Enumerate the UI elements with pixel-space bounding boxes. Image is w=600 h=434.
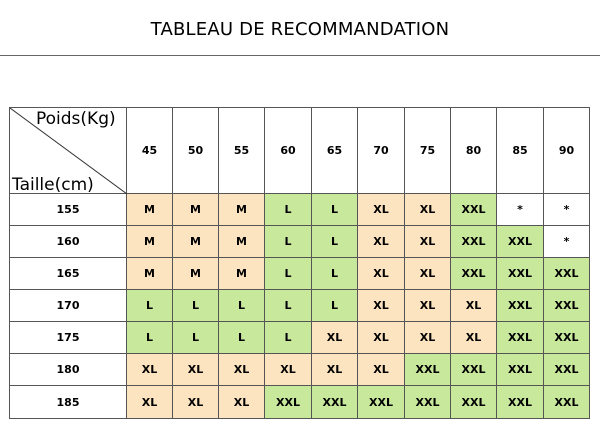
size-cell: XL: [358, 194, 405, 226]
size-cell: L: [127, 290, 173, 322]
height-row-label: 180: [10, 354, 127, 386]
size-cell: XL: [358, 290, 405, 322]
table-row: [10, 322, 590, 354]
size-cell: XXL: [497, 290, 544, 322]
size-cell: M: [219, 258, 265, 290]
size-cell: *: [497, 194, 544, 226]
size-cell: XXL: [544, 290, 590, 322]
table-row: [10, 226, 590, 258]
height-row-label: 155: [10, 194, 127, 226]
table-row: [10, 194, 590, 226]
size-cell: XL: [173, 386, 219, 419]
size-cell: XL: [358, 322, 405, 354]
size-cell: XXL: [497, 322, 544, 354]
size-cell: XL: [312, 322, 358, 354]
size-cell: XL: [358, 258, 405, 290]
size-cell: L: [265, 194, 312, 226]
size-cell: M: [127, 226, 173, 258]
size-cell: M: [127, 258, 173, 290]
size-cell: XXL: [544, 322, 590, 354]
weight-header-cell: 50: [173, 108, 219, 194]
size-cell: XL: [358, 226, 405, 258]
height-row-label: 165: [10, 258, 127, 290]
size-cell: XL: [127, 354, 173, 386]
size-cell: XL: [358, 354, 405, 386]
size-cell: XXL: [497, 226, 544, 258]
table-row: [10, 290, 590, 322]
size-cell: L: [219, 290, 265, 322]
table-row: [10, 386, 590, 419]
size-cell: L: [312, 194, 358, 226]
weight-header-cell: 85: [497, 108, 544, 194]
size-cell: L: [173, 322, 219, 354]
height-row-label: 160: [10, 226, 127, 258]
size-cell: XXL: [497, 258, 544, 290]
size-cell: XL: [219, 354, 265, 386]
size-cell: XXL: [544, 386, 590, 419]
size-chart-table: [9, 107, 590, 419]
table-row: [10, 354, 590, 386]
weight-header-cell: 45: [127, 108, 173, 194]
size-cell: L: [219, 322, 265, 354]
size-cell: XXL: [405, 386, 451, 419]
size-cell: XL: [451, 322, 497, 354]
size-cell: XL: [405, 226, 451, 258]
weight-header-cell: 70: [358, 108, 405, 194]
weight-header-cell: 75: [405, 108, 451, 194]
size-cell: XL: [405, 258, 451, 290]
weight-header-cell: 90: [544, 108, 590, 194]
size-cell: M: [173, 226, 219, 258]
size-cell: XXL: [451, 194, 497, 226]
size-cell: L: [265, 290, 312, 322]
table-row: [10, 258, 590, 290]
height-row-label: 185: [10, 386, 127, 419]
height-row-label: 170: [10, 290, 127, 322]
size-cell: XL: [173, 354, 219, 386]
size-cell: XXL: [497, 354, 544, 386]
size-cell: *: [544, 226, 590, 258]
size-cell: L: [173, 290, 219, 322]
size-cell: XXL: [497, 386, 544, 419]
size-cell: XXL: [312, 386, 358, 419]
size-cell: XL: [405, 322, 451, 354]
size-cell: L: [312, 290, 358, 322]
size-cell: XXL: [544, 258, 590, 290]
size-cell: XL: [127, 386, 173, 419]
size-cell: L: [265, 226, 312, 258]
size-cell: M: [219, 226, 265, 258]
size-cell: M: [173, 194, 219, 226]
size-cell: XXL: [451, 226, 497, 258]
size-cell: *: [544, 194, 590, 226]
weight-header-cell: 80: [451, 108, 497, 194]
size-cell: XXL: [451, 386, 497, 419]
height-row-label: 175: [10, 322, 127, 354]
size-cell: L: [127, 322, 173, 354]
size-cell: XXL: [451, 354, 497, 386]
size-cell: L: [265, 322, 312, 354]
weight-header-cell: 65: [312, 108, 358, 194]
size-cell: XXL: [358, 386, 405, 419]
height-axis-label: Taille(cm): [12, 175, 94, 195]
weight-header-cell: 60: [265, 108, 312, 194]
size-cell: XL: [451, 290, 497, 322]
size-cell: M: [173, 258, 219, 290]
size-cell: M: [127, 194, 173, 226]
page-title: TABLEAU DE RECOMMANDATION: [150, 19, 450, 40]
size-cell: XXL: [405, 354, 451, 386]
title-divider: [0, 55, 600, 56]
header-row: [10, 108, 590, 194]
size-cell: XL: [219, 386, 265, 419]
size-cell: XL: [405, 194, 451, 226]
weight-header-cell: 55: [219, 108, 265, 194]
size-cell: L: [312, 258, 358, 290]
weight-axis-label: Poids(Kg): [36, 109, 116, 129]
size-cell: M: [219, 194, 265, 226]
size-cell: L: [312, 226, 358, 258]
size-cell: XL: [312, 354, 358, 386]
size-cell: XXL: [265, 386, 312, 419]
corner-header-cell: [10, 108, 127, 194]
size-cell: XXL: [544, 354, 590, 386]
size-cell: XL: [405, 290, 451, 322]
size-cell: XL: [265, 354, 312, 386]
size-cell: L: [265, 258, 312, 290]
size-cell: XXL: [451, 258, 497, 290]
